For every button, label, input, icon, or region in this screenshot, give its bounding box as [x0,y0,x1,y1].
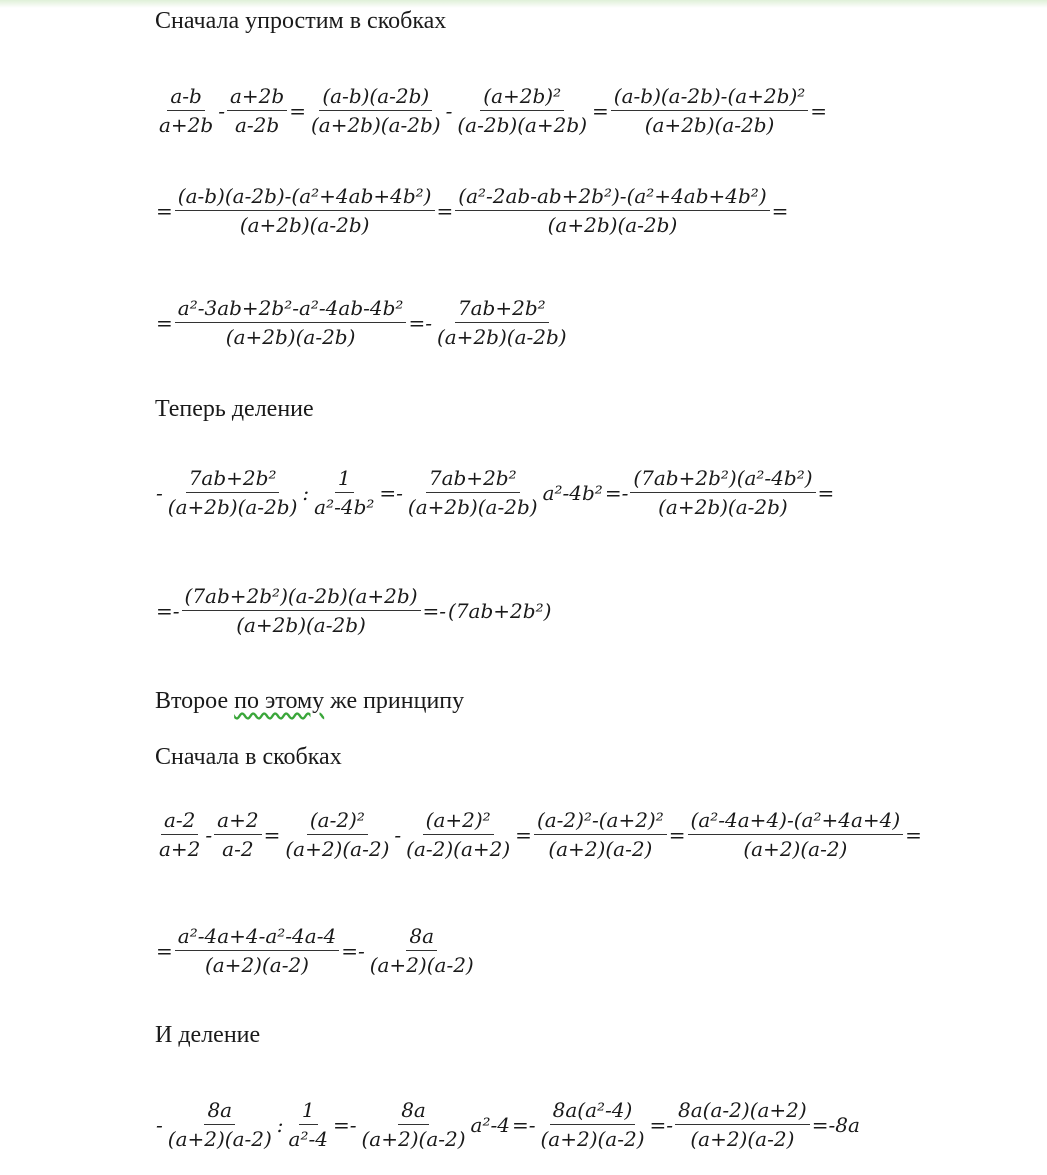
fraction [182,584,421,637]
equation-line-2 [155,184,789,237]
fraction [611,84,809,137]
operator: =- [422,598,447,623]
equation-line-6 [155,808,923,861]
fraction [534,808,667,861]
operator: = [905,822,922,847]
operator: =-8a [811,1112,860,1137]
operator: =- [511,1112,536,1137]
equation-line-5 [155,584,552,637]
equation-line-4 [155,466,835,519]
operator: = [263,822,281,847]
numerator: a²-4a+4-a²-4a-4 [175,924,339,951]
numerator: (a-b)(a-2b)-(a²+4ab+4b²) [175,184,435,211]
fraction [282,808,392,861]
numerator: a+2b [227,84,287,111]
denominator: a²-4b² [314,495,375,519]
factor: (7ab+2b²) [448,598,552,623]
denominator: (a+2b)(a-2b) [658,495,788,519]
denominator: (a+2b)(a-2b) [167,495,298,519]
operator: - [156,1112,163,1137]
operator: : [276,1112,284,1137]
denominator: a+2 [159,837,201,861]
denominator: (a+2)(a-2) [743,837,848,861]
equation-line-3 [155,296,571,349]
fraction [630,466,815,519]
fraction [434,296,570,349]
numerator: 1 [299,1098,318,1125]
denominator: (a+2b)(a-2b) [547,213,678,237]
fraction [405,466,541,519]
fraction [359,1098,469,1151]
operator: = [668,822,686,847]
denominator: (a-2b)(a+2b) [457,113,588,137]
numerator: (a-b)(a-2b) [319,84,432,111]
heading-text: же принципу [324,688,465,714]
fraction [156,808,203,861]
numerator: (a+2b)² [480,84,564,111]
numerator: a²-3ab+2b²-a²-4ab-4b² [175,296,407,323]
operator: = [156,938,173,963]
operator: = [436,198,454,223]
operator: = [515,822,532,847]
denominator: (a+2)(a-2) [690,1127,795,1151]
numerator: (a-2)²-(a+2)² [534,808,667,835]
equation-line-7 [155,924,478,977]
fraction [403,808,513,861]
factor: a²-4b² [542,480,603,505]
operator: = [771,198,789,223]
denominator: (a+2b)(a-2b) [239,213,370,237]
heading-same-principle [155,688,464,715]
fraction [454,84,590,137]
denominator: (a-2)(a+2) [406,837,511,861]
fraction [165,466,301,519]
fraction [367,924,477,977]
operator: =- [604,480,629,505]
denominator: a²-4 [288,1127,328,1151]
numerator: (7ab+2b²)(a²-4b²) [630,466,815,493]
fraction [308,84,444,137]
operator: = [592,98,609,123]
fraction [175,296,407,349]
top-green-band [0,0,1047,8]
denominator: a-2 [222,837,254,861]
denominator: a+2b [159,113,214,137]
fraction [455,184,769,237]
operator: = [156,310,173,335]
denominator: (a+2b)(a-2b) [225,325,356,349]
operator: =- [332,1112,357,1137]
numerator: 8a(a²-4) [550,1098,636,1125]
numerator: a-2 [161,808,198,835]
operator: - [156,480,163,505]
numerator: 1 [335,466,354,493]
denominator: (a+2b)(a-2b) [407,495,538,519]
spellcheck-underlined-text: по этому [234,688,325,714]
numerator: 8a [406,924,437,951]
numerator: 7ab+2b² [186,466,280,493]
heading-and-division: И деление [155,1022,261,1048]
numerator: 8a(a-2)(a+2) [675,1098,810,1125]
denominator: (a+2b)(a-2b) [310,113,441,137]
denominator: a-2b [234,113,280,137]
operator: =- [408,310,432,335]
denominator: (a+2b)(a-2b) [236,613,366,637]
denominator: (a+2)(a-2) [204,953,309,977]
factor: a²-4 [470,1112,510,1137]
operator: =- [379,480,403,505]
numerator: a+2 [214,808,261,835]
denominator: (a+2)(a-2) [361,1127,466,1151]
operator: =- [156,598,180,623]
denominator: (a+2b)(a-2b) [436,325,567,349]
numerator: (a²-4a+4)-(a²+4a+4) [688,808,904,835]
numerator: (a²-2ab-ab+2b²)-(a²+4ab+4b²) [455,184,769,211]
heading-text: Второе [155,688,235,714]
fraction [537,1098,647,1151]
denominator: (a+2b)(a-2b) [644,113,775,137]
heading-first-brackets: Сначала в скобках [155,744,342,770]
operator: = [289,98,306,123]
operator: = [810,98,828,123]
numerator: (a-2)² [307,808,368,835]
operator: - [218,98,225,123]
denominator: (a+2)(a-2) [285,837,390,861]
numerator: 8a [204,1098,235,1125]
operator: - [394,822,402,847]
heading-division: Теперь деление [155,396,314,422]
fraction [675,1098,810,1151]
fraction [286,1098,331,1151]
denominator: (a+2)(a-2) [167,1127,272,1151]
fraction [688,808,904,861]
numerator: (7ab+2b²)(a-2b)(a+2b) [182,584,421,611]
operator: : [302,480,310,505]
fraction [165,1098,275,1151]
operator: - [445,98,453,123]
heading-simplify-brackets: Сначала упростим в скобках [155,8,447,34]
numerator: 8a [398,1098,429,1125]
fraction [175,924,339,977]
denominator: (a+2)(a-2) [540,1127,645,1151]
operator: =- [649,1112,674,1137]
fraction [311,466,377,519]
numerator: a-b [167,84,204,111]
denominator: (a+2)(a-2) [369,953,474,977]
equation-line-8 [155,1098,861,1151]
operator: - [205,822,213,847]
numerator: (a-b)(a-2b)-(a+2b)² [611,84,809,111]
numerator: 7ab+2b² [426,466,520,493]
fraction [214,808,261,861]
equation-line-1 [155,84,828,137]
denominator: (a+2)(a-2) [548,837,653,861]
operator: = [817,480,835,505]
fraction [227,84,287,137]
fraction [156,84,216,137]
fraction [175,184,435,237]
operator: = [156,198,173,223]
operator: =- [341,938,365,963]
numerator: 7ab+2b² [455,296,549,323]
numerator: (a+2)² [423,808,494,835]
